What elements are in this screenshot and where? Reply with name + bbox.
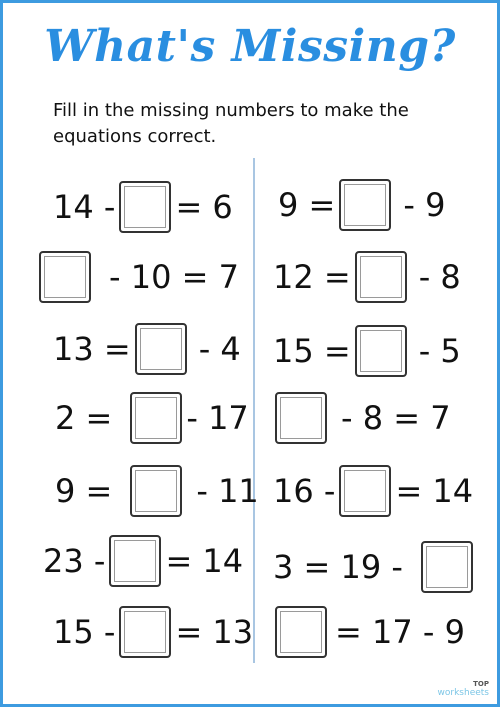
instructions-text: Fill in the missing numbers to make the equations correct.: [53, 100, 409, 147]
equation-text: 3 = 19 -: [273, 548, 403, 586]
worksheet-title: What's Missing?: [44, 21, 456, 72]
brand-top-text: TOP: [473, 680, 489, 688]
equation-text: - 9: [403, 186, 446, 224]
equation-right-4: [271, 390, 451, 446]
equation-text: - 5: [418, 332, 461, 370]
answer-box[interactable]: [39, 251, 91, 303]
equation-text: 14 -: [53, 188, 116, 226]
equation-right-3: [273, 323, 461, 379]
brand-logo: [438, 680, 489, 698]
answer-box[interactable]: [339, 179, 391, 231]
answer-box[interactable]: [119, 181, 171, 233]
answer-box[interactable]: [355, 325, 407, 377]
equation-text: - 4: [198, 330, 241, 368]
equation-text: - 10 = 7: [109, 258, 239, 296]
equation-right-2: [273, 249, 461, 305]
equation-text: - 11: [196, 472, 259, 510]
equation-text: 16 -: [273, 472, 336, 510]
equation-text: - 8 = 7: [341, 399, 451, 437]
equation-text: - 17: [186, 399, 249, 437]
answer-box[interactable]: [109, 535, 161, 587]
equation-text: = 14: [165, 542, 244, 580]
answer-box[interactable]: [339, 465, 391, 517]
equation-text: = 13: [175, 613, 254, 651]
answer-box[interactable]: [130, 392, 182, 444]
equation-right-5: [273, 463, 473, 519]
answer-box[interactable]: [119, 606, 171, 658]
equation-text: = 6: [175, 188, 233, 226]
equation-left-4: [55, 390, 249, 446]
equation-text: 13 =: [53, 330, 131, 368]
equation-text: - 8: [418, 258, 461, 296]
equation-right-1: [278, 177, 445, 233]
equation-text: 9 =: [55, 472, 113, 510]
equation-left-7: [53, 604, 253, 660]
equation-text: 9 =: [278, 186, 336, 224]
equation-right-6: [273, 539, 477, 595]
equation-text: 15 =: [273, 332, 351, 370]
equation-text: = 17 - 9: [335, 613, 465, 651]
answer-box[interactable]: [275, 392, 327, 444]
answer-box[interactable]: [130, 465, 182, 517]
equation-text: 2 =: [55, 399, 113, 437]
answer-box[interactable]: [275, 606, 327, 658]
equation-text: 23 -: [43, 542, 106, 580]
answer-box[interactable]: [135, 323, 187, 375]
equation-right-7: [271, 604, 465, 660]
answer-box[interactable]: [421, 541, 473, 593]
equation-left-6: [43, 533, 243, 589]
equation-left-2: [35, 249, 239, 305]
equation-left-5: [55, 463, 259, 519]
equation-text: 12 =: [273, 258, 351, 296]
answer-box[interactable]: [355, 251, 407, 303]
brand-name-text: worksheets: [437, 688, 489, 698]
equation-text: 15 -: [53, 613, 116, 651]
equation-left-1: [53, 179, 233, 235]
equation-left-3: [53, 321, 241, 377]
column-divider: [253, 158, 255, 663]
equation-text: = 14: [395, 472, 474, 510]
